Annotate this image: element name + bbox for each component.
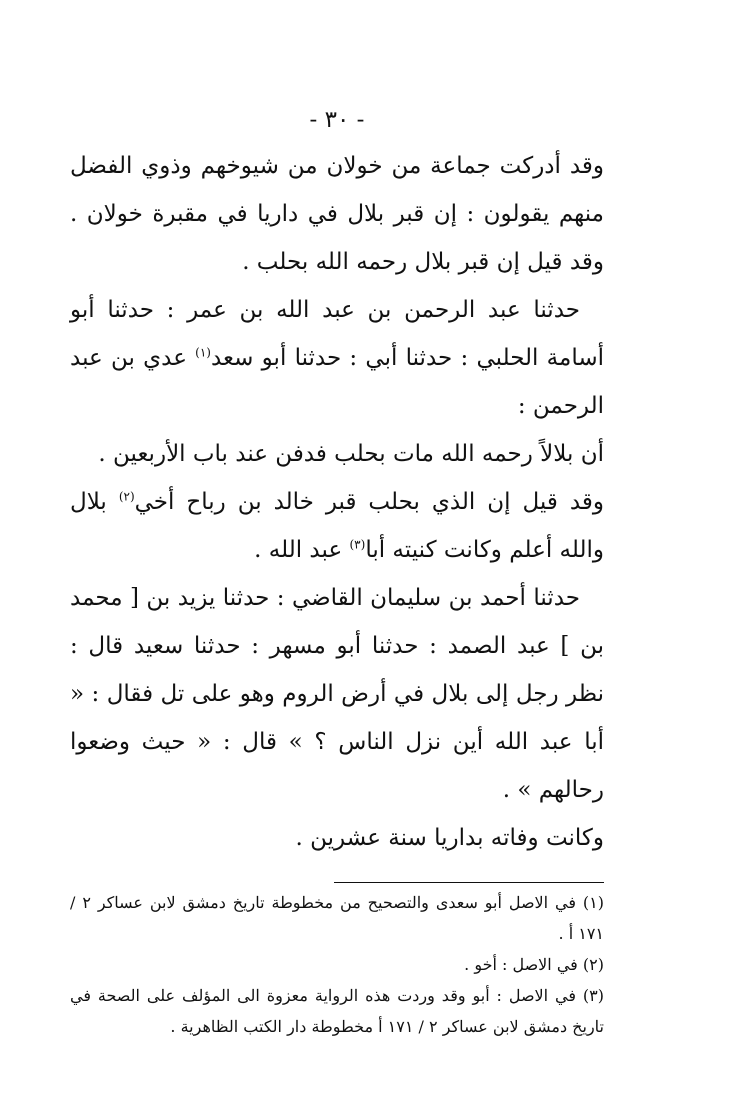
footnotes [70, 887, 604, 1042]
footnote: (٢) في الاصل : أخو . [464, 955, 604, 974]
footnote-reference: (١) [195, 345, 211, 360]
paragraph-text: وقد قيل إن الذي بحلب قبر خالد بن رباح أخي [134, 489, 605, 515]
footnote-divider [334, 882, 604, 883]
paragraph [70, 286, 604, 430]
paragraph-text: وقد أدركت جماعة من خولان من شيوخهم وذوي الفضل منهم يقولون : إن قبر بلال في داريا في مقبرة خولان . وقد قيل إن قبر بلال رحمه الله بحلب . [70, 153, 604, 275]
document-page [70, 100, 604, 1042]
paragraph [70, 430, 604, 478]
paragraph-text: عدي بن عبد الرحمن : [70, 345, 604, 419]
paragraph-text: أن بلالاً رحمه الله مات بحلب فدفن عند باب الأربعين . [98, 441, 604, 467]
footnote: (١) في الاصل أبو سعدى والتصحيح من مخطوطة تاريخ دمشق لابن عساكر ٢ / ١٧١ أ . [70, 893, 605, 943]
paragraph [70, 574, 604, 814]
paragraph-text: حدثنا عبد الرحمن بن عبد الله بن عمر : حدثنا أبو أسامة الحلبي : حدثنا أبي : حدثنا أبو سعد [70, 297, 604, 371]
footnote-reference: (٣) [349, 537, 366, 552]
paragraph-text: بلال والله أعلم وكانت كنيته أبا [70, 489, 604, 563]
paragraph [70, 478, 604, 574]
paragraph [70, 814, 604, 862]
main-text [70, 142, 604, 862]
paragraph-text: حدثنا أحمد بن سليمان القاضي : حدثنا يزيد بن [ محمد بن ] عبد الصمد : حدثنا أبو مسهر : حدثنا سعيد قال : نظر رجل إلى بلال في أرض الروم وهو على تل فقال : « أبا عبد الله أين نزل الناس ؟ » قال : « حيث وضعوا رحالهم » . [70, 585, 604, 803]
page-number: - ٣٠ - [309, 107, 365, 133]
footnote: (٣) في الاصل : أبو وقد وردت هذه الرواية معزوة الى المؤلف على الصحة في تاريخ دمشق لابن عساكر ٢ / ١٧١ أ مخطوطة دار الكتب الظاهرية . [70, 986, 604, 1036]
footnote-reference: (٢) [118, 489, 135, 504]
paragraph-text: عبد الله . [254, 537, 350, 563]
paragraph [70, 142, 604, 286]
paragraph-text: وكانت وفاته بداريا سنة عشرين . [295, 825, 604, 851]
